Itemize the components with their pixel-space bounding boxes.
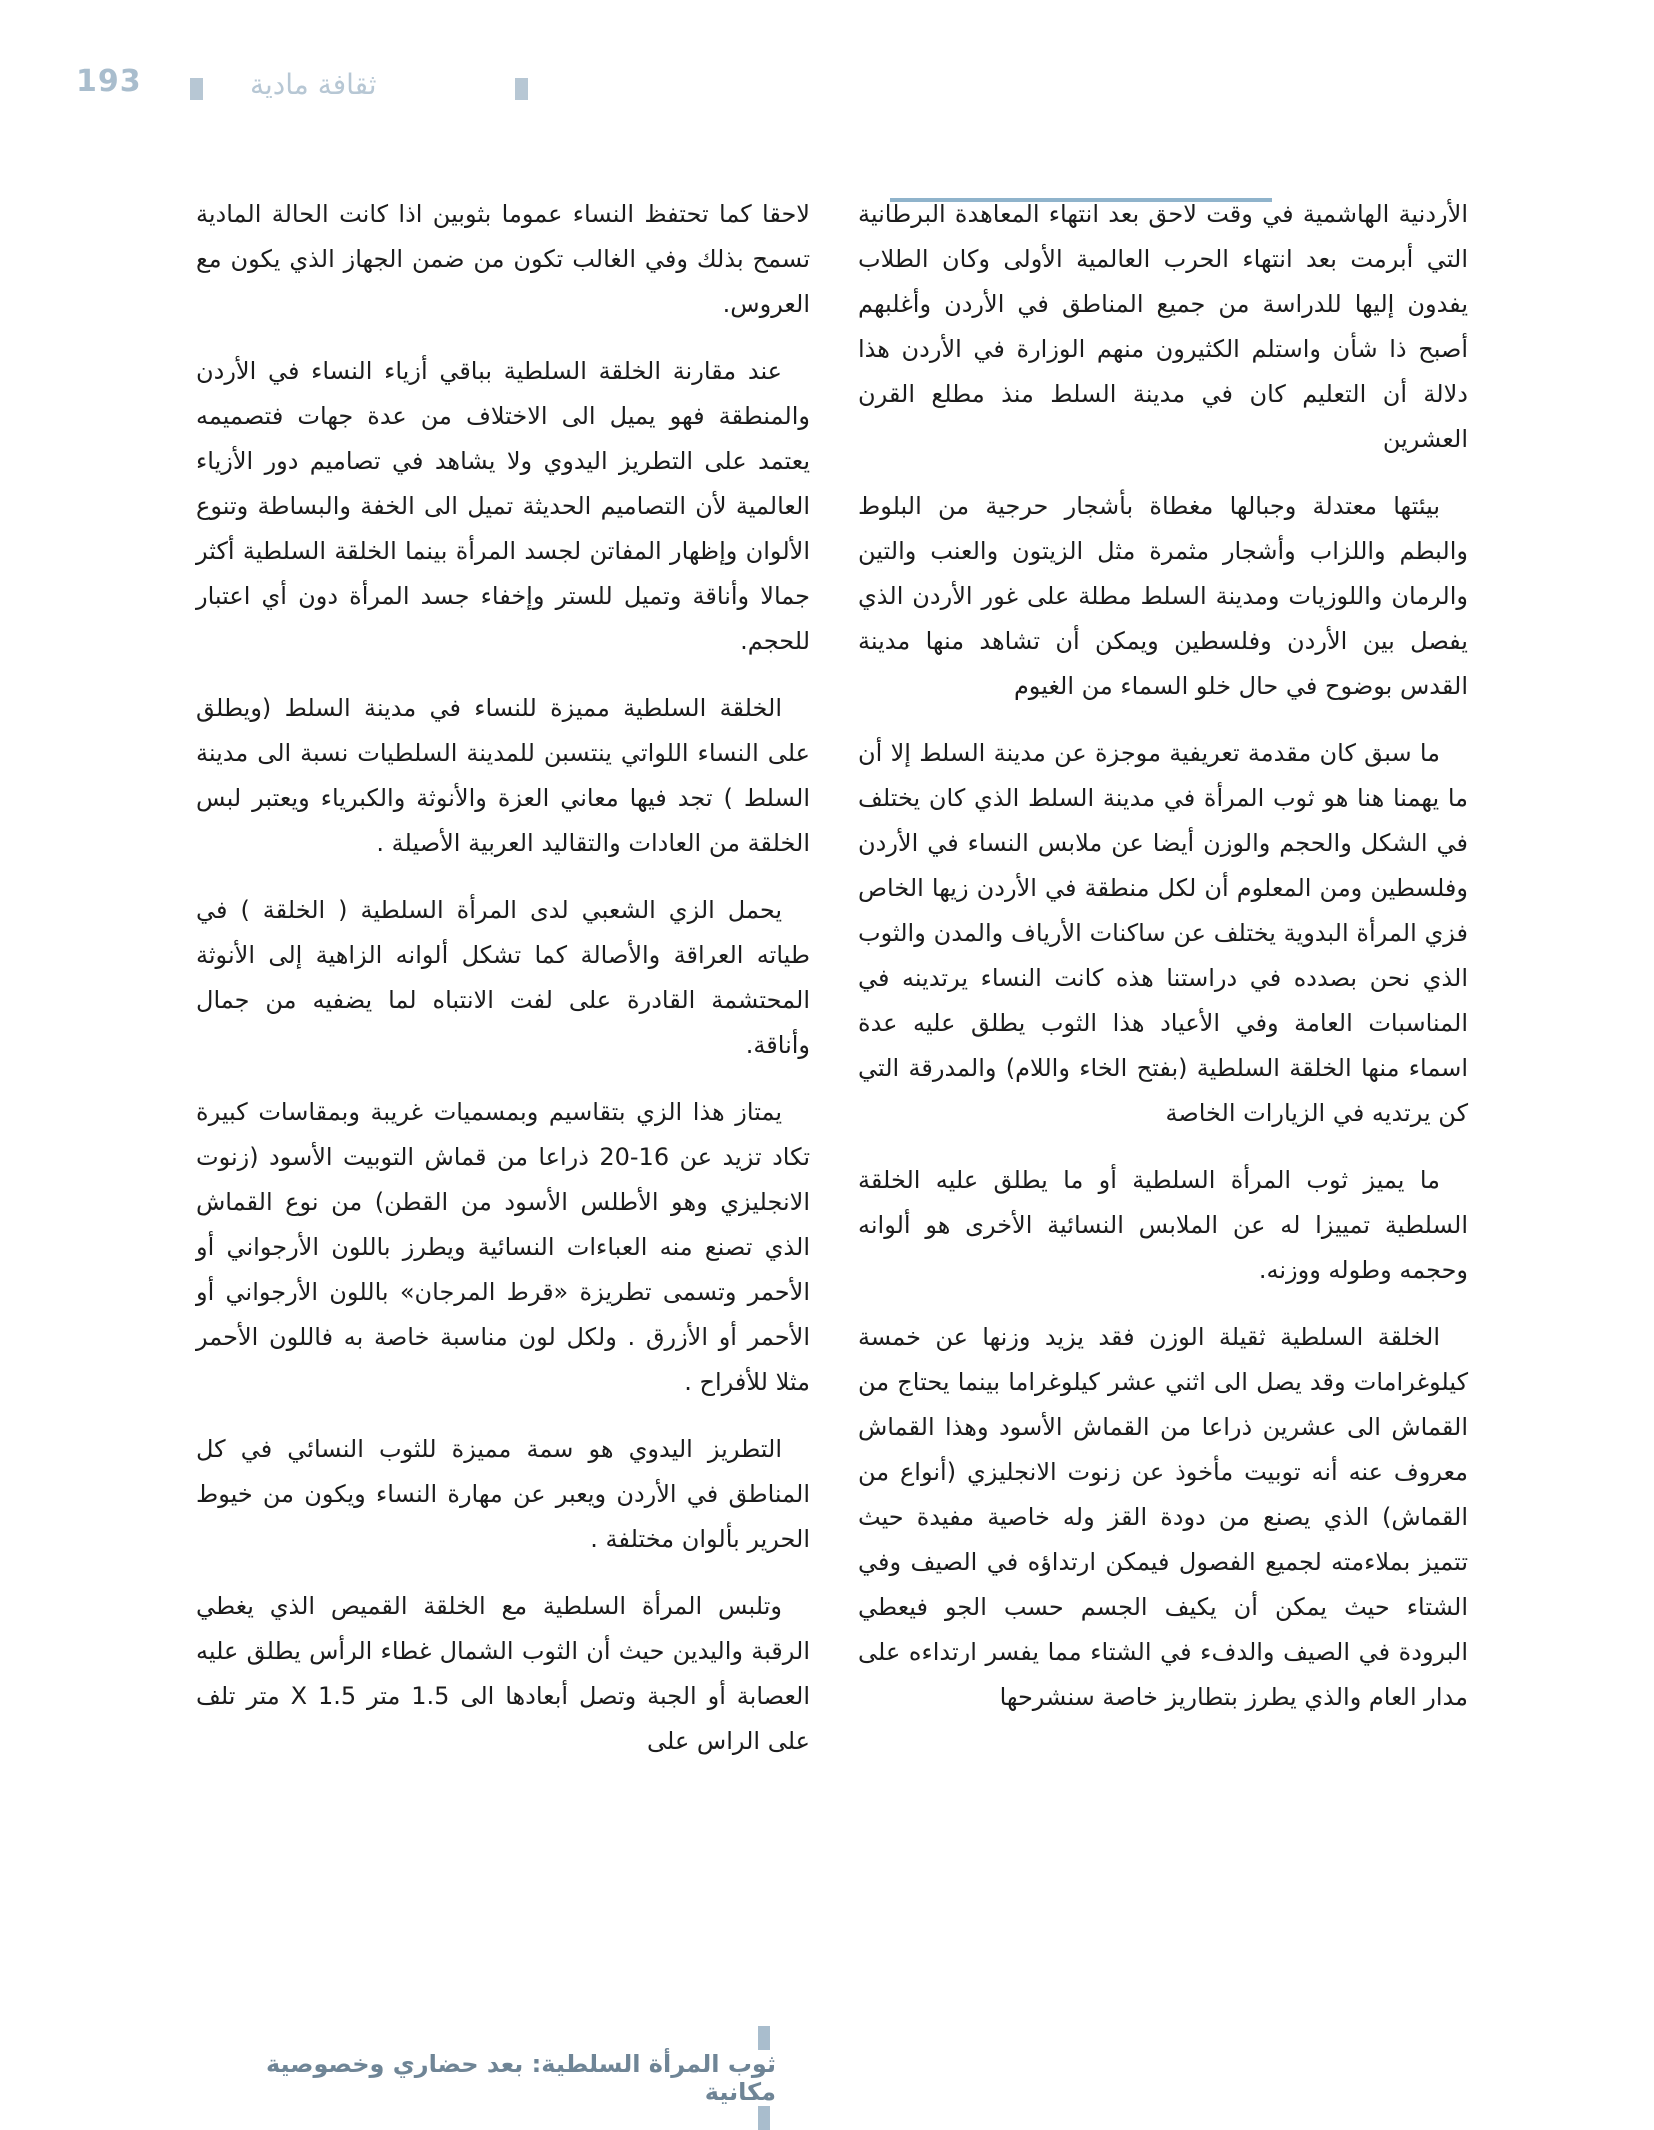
paragraph: ما سبق كان مقدمة تعريفية موجزة عن مدينة السلط إلا أن ما يهمنا هنا هو ثوب المرأة في مدينة السلط الذي كان يختلف في الشكل والحجم والوزن أيضا عن ملابس النساء في الأردن وفلسطين ومن المعلوم أن لكل منطقة في الأردن زيها الخاص فزي المرأة البدوية يختلف عن ساكنات الأرياف والمدن والثوب الذي نحن بصدده في دراستنا هذه كانت النساء يرتدينه في المناسبات العامة وفي الأعياد هذا الثوب يطلق عليه عدة اسماء منها الخلقة السلطية (بفتح الخاء واللام) والمدرقة التي كن يرتديه في الزيارات الخاصة: [858, 739, 1468, 1127]
footer-title: ثوب المرأة السلطية: بعد حضاري وخصوصية مكانية: [265, 2050, 776, 2106]
paragraph: الخلقة السلطية ثقيلة الوزن فقد يزيد وزنها عن خمسة كيلوغرامات وقد يصل الى اثني عشر كيلوغراما بينما يحتاج من القماش الى عشرين ذراعا من القماش الأسود وهذا القماش معروف عنه أنه توبيت مأخوذ عن زنوت الانجليزي (أنواع من القماش) الذي يصنع من دودة القز وله خاصية مفيدة حيث تتميز بملاءمته لجميع الفصول فيمكن ارتداؤه في الصيف وفي الشتاء حيث يمكن أن يكيف الجسم حسب الجو فيعطي البرودة في الصيف والدفء في الشتاء مما يفسر ارتداءه على مدار العام والذي يطرز بتطاريز خاصة سنشرحها: [858, 1323, 1468, 1711]
paragraph: ما يميز ثوب المرأة السلطية أو ما يطلق عليه الخلقة السلطية تمييزا له عن الملابس النسائية الأخرى هو ألوانه وحجمه وطوله ووزنه.: [858, 1166, 1468, 1284]
left-column: [196, 192, 810, 1786]
header-square-marker: [190, 78, 203, 100]
footer-square-marker: [758, 2026, 770, 2050]
paragraph: يمتاز هذا الزي بتقاسيم وبمسميات غريبة وبمقاسات كبيرة تكاد تزيد عن 16-20 ذراعا من قماش التوبيت الأسود (زنوت الانجليزي وهو الأطلس الأسود من القطن) من نوع القماش الذي تصنع منه العباءات النسائية ويطرز باللون الأرجواني أو الأحمر وتسمى تطريزة «قرط المرجان» باللون الأرجواني أو الأحمر أو الأزرق . ولكل لون مناسبة خاصة به فاللون الأحمر مثلا للأفراح .: [196, 1098, 811, 1396]
paragraph: عند مقارنة الخلقة السلطية بباقي أزياء النساء في الأردن والمنطقة فهو يميل الى الاختلاف من عدة جهات فتصميمه يعتمد على التطريز اليدوي ولا يشاهد في تصاميم دور الأزياء العالمية لأن التصاميم الحديثة تميل الى الخفة والبساطة وتنوع الألوان وإظهار المفاتن لجسد المرأة بينما الخلقة السلطية أكثر جمالا وأناقة وتميل للستر وإخفاء جسد المرأة دون أي اعتبار للحجم.: [196, 357, 810, 655]
page-number: 193: [76, 64, 142, 99]
paragraph: يحمل الزي الشعبي لدى المرأة السلطية ( الخلقة ) في طياته العراقة والأصالة كما تشكل ألوانه الزاهية إلى الأنوثة المحتشمة القادرة على لفت الانتباه لما يضفيه من جمال وأناقة.: [196, 896, 810, 1059]
paragraph: الخلقة السلطية مميزة للنساء في مدينة السلط (ويطلق على النساء اللواتي ينتسبن للمدينة السلطيات نسبة الى مدينة السلط ) تجد فيها معاني العزة والأنوثة والكبرياء ويعتبر لبس الخلقة من العادات والتقاليد العربية الأصيلة .: [196, 694, 810, 857]
right-column: [858, 192, 1468, 1742]
page-footer: [196, 2026, 776, 2106]
paragraph: بيئتها معتدلة وجبالها مغطاة بأشجار حرجية من البلوط والبطم واللزاب وأشجار مثمرة مثل الزيتون والعنب والتين والرمان واللوزيات ومدينة السلط مطلة على غور الأردن الذي يفصل بين الأردن وفلسطين ويمكن أن تشاهد منها مدينة القدس بوضوح في حال خلو السماء من الغيوم: [858, 492, 1468, 700]
footer-square-marker: [758, 2106, 770, 2130]
section-title: ثقافة مادية: [250, 68, 377, 101]
header-square-marker: [515, 78, 528, 100]
paragraph: الأردنية الهاشمية في وقت لاحق بعد انتهاء المعاهدة البرطانية التي أبرمت بعد انتهاء الحرب العالمية الأولى وكان الطلاب يفدون إليها للدراسة من جميع المناطق في الأردن وأغلبهم أصبح ذا شأن واستلم الكثيرون منهم الوزارة في الأردن هذا دلالة أن التعليم كان في مدينة السلط منذ مطلع القرن العشرين: [858, 200, 1468, 453]
paragraph: وتلبس المرأة السلطية مع الخلقة القميص الذي يغطي الرقبة واليدين حيث أن الثوب الشمال غطاء الرأس يطلق عليه العصابة أو الجبة وتصل أبعادها الى 1.5 متر X 1.5 متر تلف على الراس على: [196, 1592, 811, 1755]
page-header: [70, 64, 490, 114]
paragraph: التطريز اليدوي هو سمة مميزة للثوب النسائي في كل المناطق في الأردن ويعبر عن مهارة النساء ويكون من خيوط الحرير بألوان مختلفة .: [196, 1435, 810, 1553]
paragraph: لاحقا كما تحتفظ النساء عموما بثوبين اذا كانت الحالة المادية تسمح بذلك وفي الغالب تكون من ضمن الجهاز الذي يكون مع العروس.: [196, 200, 810, 318]
